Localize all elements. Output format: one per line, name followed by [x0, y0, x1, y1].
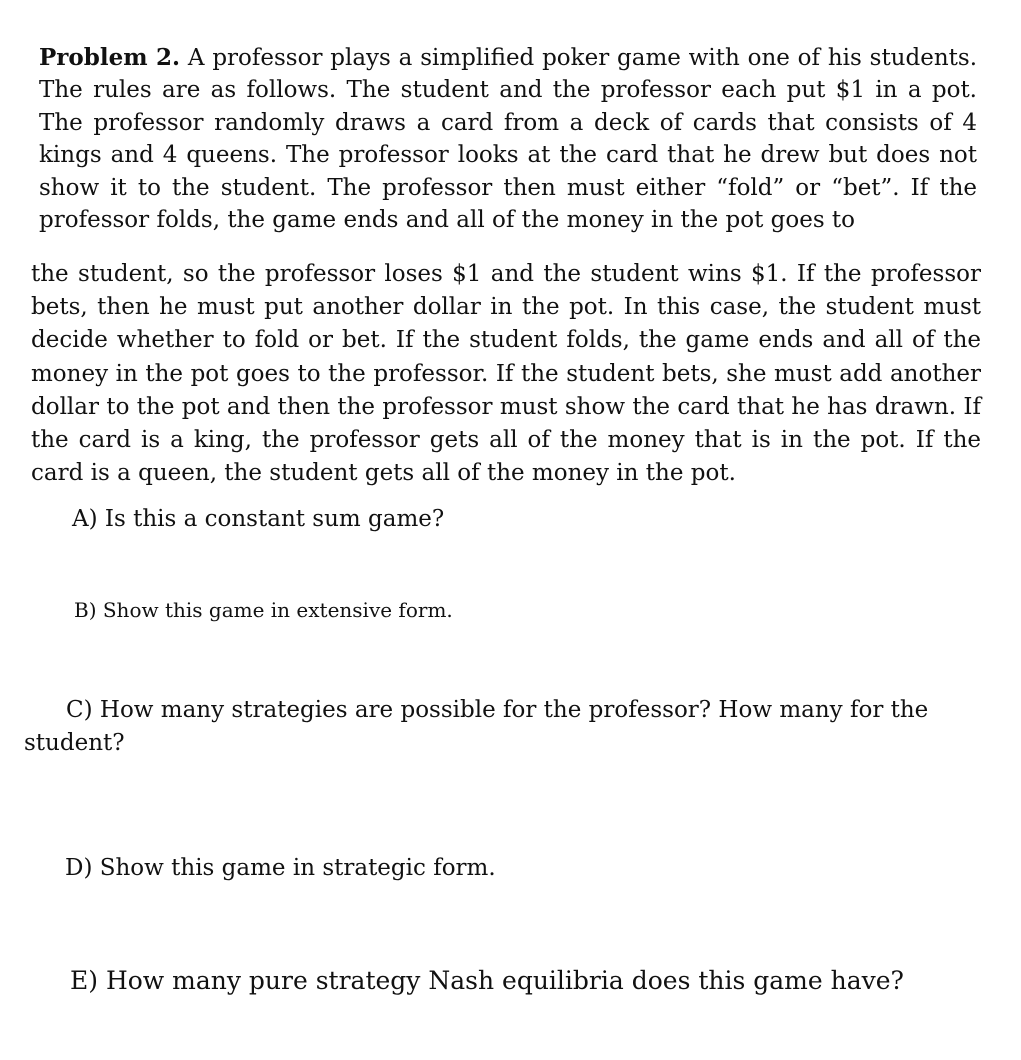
problem-label: Problem 2. — [39, 44, 181, 71]
question-d: D) Show this game in strategic form. — [65, 855, 496, 881]
question-c: C) How many strategies are possible for the professor? How many for the student? — [24, 697, 929, 756]
question-e: E) How many pure strategy Nash equilibria does this game have? — [70, 966, 904, 995]
question-b: B) Show this game in extensive form. — [74, 598, 453, 622]
problem-intro-text-1: A professor plays a simplified poker game with one of his students. The rules are as follows. The student and the professor each put $1 in a pot. The professor randomly draws a card from a deck of cards that consists of 4 kings and 4 queens. The professor looks at the card that he drew but does not show it to the student. The professor then must either “fold” or “bet”. If the professor folds, the game ends and all of the money in the pot goes to — [39, 45, 978, 234]
problem-statement-part-2: the student, so the professor loses $1 and the student wins $1. If the professor bets, then he must put another dollar in the pot. In this case, the student must decide whether to fold or bet. If the student folds, the game ends and all of the money in the pot goes to the professor. If the student bets, she must add another dollar to the pot and then the professor must show the card that he has drawn. If the card is a king, the professor gets all of the money that is in the pot. If the card is a queen, the student gets all of the money in the pot. — [31, 261, 981, 487]
problem-statement-part-1 — [39, 42, 977, 236]
question-a: A) Is this a constant sum game? — [72, 506, 445, 532]
